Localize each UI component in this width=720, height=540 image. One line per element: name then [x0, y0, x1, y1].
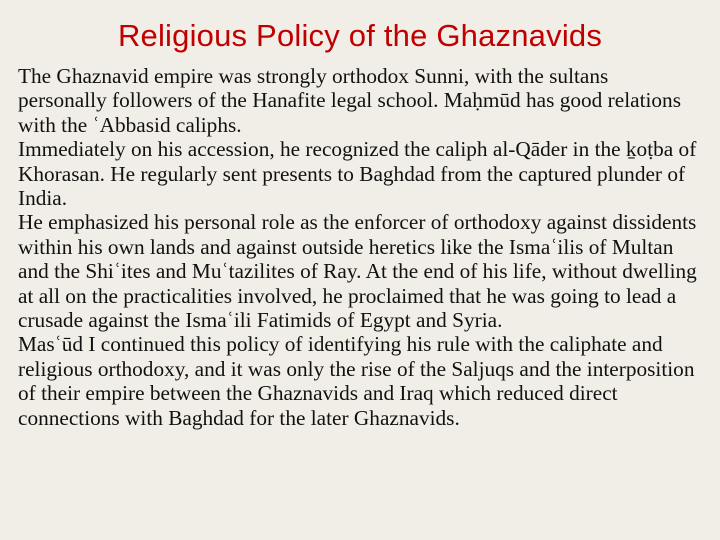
slide-title: Religious Policy of the Ghaznavids	[117, 18, 603, 53]
slide-body	[18, 64, 702, 430]
paragraph-4: Masʿūd I continued this policy of identifying his rule with the caliphate and religious orthodoxy, and it was only the rise of the Saljuqs and the interposition of their empire between the Ghaznavids and Iraq which reduced direct connections with Baghdad for the later Ghaznavids.	[18, 332, 695, 430]
paragraph-1: The Ghaznavid empire was strongly orthodox Sunni, with the sultans personally followers of the Hanafite legal school. Maḥmūd has good relations with the ʿAbbasid caliphs.	[18, 64, 681, 137]
paragraph-2: Immediately on his accession, he recognized the caliph al-Qāder in the ḵoṭba of Khorasan. He regularly sent presents to Baghdad from the captured plunder of India.	[18, 137, 697, 211]
paragraph-3: He emphasized his personal role as the enforcer of orthodoxy against dissidents within his own lands and against outside heretics like the Ismaʿilis of Multan and the Shiʿites and Muʿtazilites of Ray. At the end of his life, without dwelling at all on the practicalities involved, he proclaimed that he was going to lead a crusade against the Ismaʿili Fatimids of Egypt and Syria.	[18, 210, 697, 333]
